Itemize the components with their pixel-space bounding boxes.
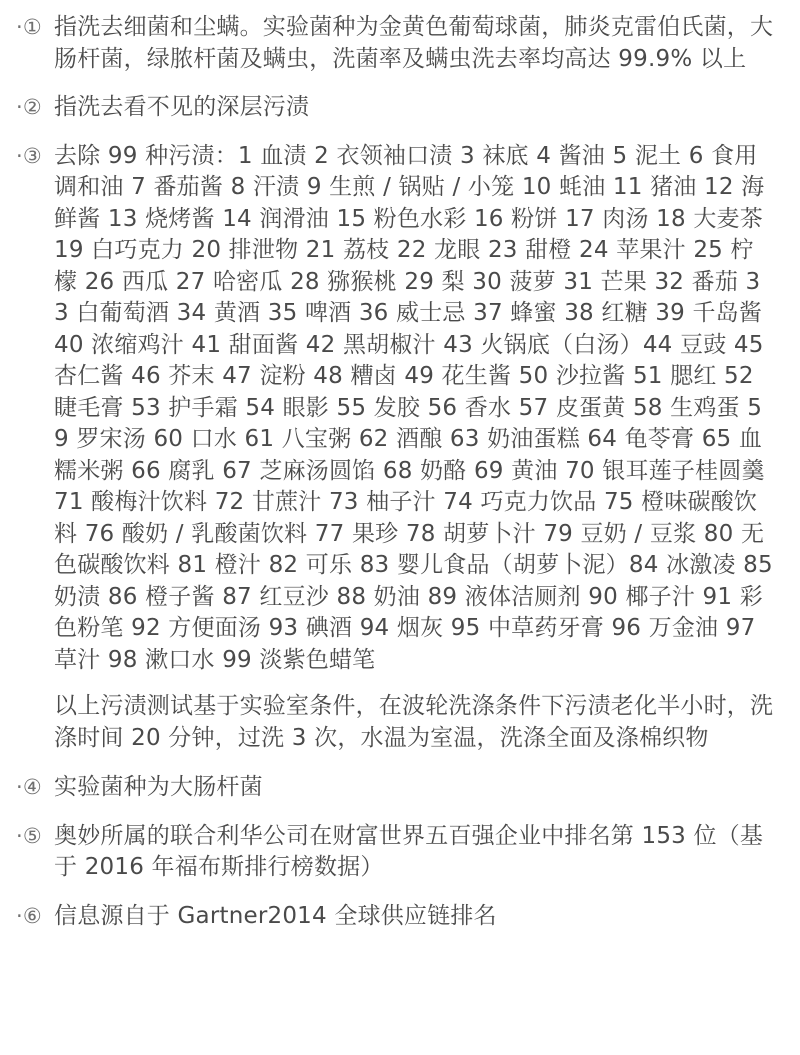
footnote-marker-6: ·⑥ bbox=[16, 903, 42, 928]
stain-list-text: 去除 99 种污渍：1 血渍 2 衣领袖口渍 3 袜底 4 酱油 5 泥土 6 食用调和油 7 番茄酱 8 汗渍 9 生煎 / 锅贴 / 小笼 10 蚝油 11 猪油 12 海鲜酱 13 烧烤酱 14 润滑油 15 粉色水彩 16 粉饼 17 肉汤 18 大麦茶 19 白巧克力 20 排泄物 21 荔枝 22 龙眼 23 甜橙 24 苹果汁 25 柠檬 26 西瓜 27 哈密瓜 28 猕猴桃 29 梨 30 菠萝 31 芒果 32 番茄 33 白葡萄酒 34 黄酒 35 啤酒 36 威士忌 37 蜂蜜 38 红糖 39 千岛酱 40 浓缩鸡汁 41 甜面酱 42 黑胡椒汁 43 火锅底（白汤）44 豆豉 45 杏仁酱 46 芥末 47 淀粉 48 糟卤 49 花生酱 50 沙拉酱 51 腮红 52 睫毛膏 53 护手霜 54 眼影 55 发胶 56 香水 57 皮蛋黄 58 生鸡蛋 59 罗宋汤 60 口水 61 八宝粥 62 酒酿 63 奶油蛋糕 64 龟苓膏 65 血糯米粥 66 腐乳 67 芝麻汤圆馅 68 奶酪 69 黄油 70 银耳莲子桂圆羹 71 酸梅汁饮料 72 甘蔗汁 73 柚子汁 74 巧克力饮品 75 橙味碳酸饮料 76 酸奶 / 乳酸菌饮料 77 果珍 78 胡萝卜汁 79 豆奶 / 豆浆 80 无色碳酸饮料 81 橙汁 82 可乐 83 婴儿食品（胡萝卜泥）84 冰激凌 85 奶渍 86 橙子酱 87 红豆沙 88 奶油 89 液体洁厕剂 90 椰子汁 91 彩色粉笔 92 方便面汤 93 碘酒 94 烟灰 95 中草药牙膏 96 万金油 97 草汁 98 漱口水 99 淡紫色蜡笔 bbox=[54, 142, 773, 673]
footnote-6 bbox=[16, 901, 774, 933]
footnote-4 bbox=[16, 772, 774, 804]
footnote-marker-5: ·⑤ bbox=[16, 823, 42, 848]
footnote-2 bbox=[16, 92, 774, 124]
footnote-text-4: 实验菌种为大肠杆菌 bbox=[54, 774, 263, 800]
footnote-text-5: 奥妙所属的联合利华公司在财富世界五百强企业中排名第 153 位（基于 2016 年福布斯排行榜数据） bbox=[54, 822, 764, 880]
footnote-1 bbox=[16, 12, 774, 75]
footnote-marker-3: ·③ bbox=[16, 143, 42, 168]
footnote-marker-2: ·② bbox=[16, 95, 42, 119]
footnote-text-6: 信息源自于 Gartner2014 全球供应链排名 bbox=[54, 902, 497, 929]
footnote-text-2: 指洗去看不见的深层污渍 bbox=[54, 94, 310, 120]
footnote-5 bbox=[16, 821, 774, 884]
stain-test-conditions: 以上污渍测试基于实验室条件，在波轮洗涤条件下污渍老化半小时，洗涤时间 20 分钟，过洗 3 次，水温为室温，洗涤全面及涤棉织物 bbox=[54, 693, 774, 751]
footnote-3 bbox=[16, 141, 774, 755]
footnote-marker-4: ·④ bbox=[16, 775, 42, 799]
footnote-marker-1: ·① bbox=[16, 15, 42, 39]
footnote-text-1: 指洗去细菌和尘螨。实验菌种为金黄色葡萄球菌，肺炎克雷伯氏菌，大肠杆菌，绿脓杆菌及螨虫，洗菌率及螨虫洗去率均高达 99.9% 以上 bbox=[54, 14, 774, 72]
